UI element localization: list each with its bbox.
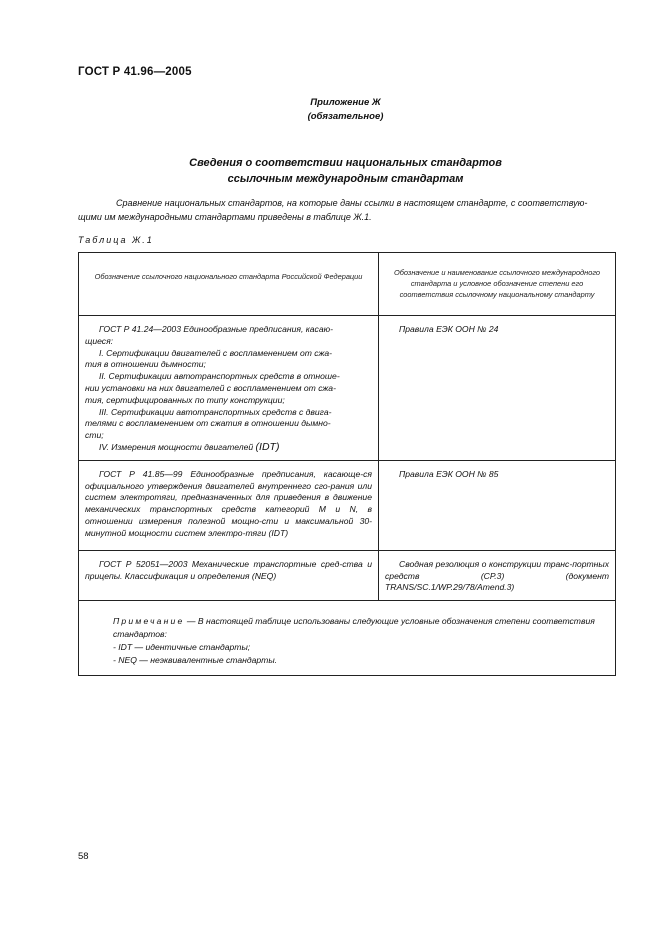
appendix-title: Приложение Ж	[310, 97, 381, 108]
international-standard-cell: Сводная резолюция о конструкции транс-портных средств (СР.3) (документ TRANS/SC.1/WP.29/78/Amend.3)	[379, 550, 616, 600]
national-standard-cell	[79, 316, 379, 461]
text-line: щиеся:	[85, 335, 114, 346]
text-line: II. Сертификации автотранспортных средств в отноше-	[99, 371, 340, 382]
table-row	[79, 460, 616, 550]
intro-line-1: Сравнение национальных стандартов, на которые даны ссылки в настоящем стандарте, с соответствую-	[116, 198, 588, 208]
table-header-row	[79, 253, 616, 316]
table-row	[79, 550, 616, 600]
note-item: - NEQ — неэквивалентные стандарты.	[113, 655, 278, 666]
header-international: Обозначение и наименование ссылочного международного стандарта и условное обозначение степени его соответствия ссылочному национальному стандарту	[379, 253, 616, 316]
text-line: III. Сертификации автотранспортных средств с двига-	[99, 406, 332, 417]
table-row	[79, 316, 616, 461]
document-title	[0, 155, 661, 187]
table-note	[79, 601, 616, 676]
intro-line-2: щими им международными стандартами приведены в таблице Ж.1.	[78, 212, 372, 222]
text-line: нии установки на них двигателей с воспламенением от сжа-	[85, 382, 336, 393]
standard-header: ГОСТ Р 41.96—2005	[78, 66, 192, 78]
conformity-tag: (IDT)	[255, 440, 280, 453]
text-line: I. Сертификации двигателей с воспламенением от сжа-	[99, 347, 333, 358]
table-note-row	[79, 601, 616, 676]
text-line: тия, сертифицированных по типу конструкции;	[85, 394, 285, 405]
page-number: 58	[78, 851, 89, 862]
note-text: — В настоящей таблице использованы следующие условные обозначения степени соответствия стандартов:	[113, 616, 595, 640]
text-line: ГОСТ Р 41.24—2003 Единообразные предписания, касаю-	[99, 324, 333, 334]
table-label: Таблица Ж.1	[78, 235, 154, 245]
national-standard-cell: ГОСТ Р 52051—2003 Механические транспортные сред-ства и прицепы. Классификация и определения (NEQ)	[79, 550, 379, 600]
header-national: Обозначение ссылочного национального стандарта Российской Федерации	[79, 253, 379, 316]
national-standard-cell: ГОСТ Р 41.85—99 Единообразные предписания, касающе-ся официального утверждения двигателей внутреннего сго-рания или систем электротяги, предназначенных для приведения в движение механических транспортных средств категорий M и N, в отношении измерения полезной мощно-сти и максимальной 30-минутной мощности систем электро-тяги (IDT)	[79, 460, 379, 550]
document-title-line-1: Сведения о соответствии национальных стандартов	[189, 157, 502, 169]
note-label: Примечание	[113, 616, 185, 627]
text-line: телями с воспламенением от сжатия в отношении дымно-	[85, 418, 331, 429]
intro-paragraph	[78, 196, 614, 224]
text-line: тия в отношении дымности;	[85, 359, 206, 370]
text-line: IV. Измерения мощности двигателей (IDT)	[99, 440, 280, 453]
document-title-line-2: ссылочным международным стандартам	[227, 173, 464, 185]
standards-table	[78, 252, 616, 676]
appendix-status: (обязательное)	[307, 111, 384, 122]
text-line: сти;	[85, 430, 104, 441]
international-standard-cell: Правила ЕЭК ООН № 24	[379, 316, 616, 461]
international-standard-cell: Правила ЕЭК ООН № 85	[379, 460, 616, 550]
appendix-heading	[0, 96, 661, 124]
note-item: - IDT — идентичные стандарты;	[113, 642, 251, 653]
